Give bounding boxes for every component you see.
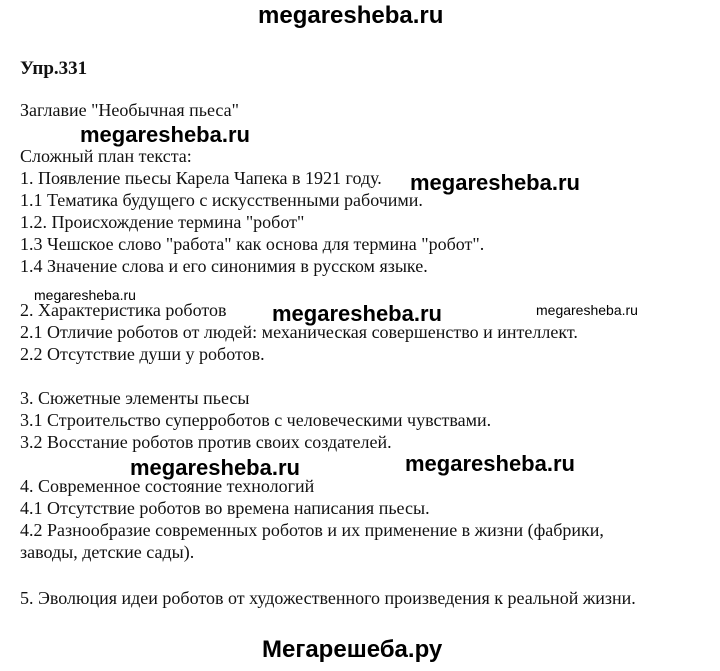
- watermark-5: megaresheba.ru: [536, 302, 638, 318]
- plan-line-4-2-cont: заводы, детские сады).: [20, 542, 195, 562]
- title-line: Заглавие "Необычная пьеса": [20, 100, 239, 120]
- plan-line-3: 3. Сюжетные элементы пьесы: [20, 388, 250, 408]
- plan-line-4-1: 4.1 Отсутствие роботов во времена написания пьесы.: [20, 498, 430, 518]
- plan-line-2-1: 2.1 Отличие роботов от людей: механическая совершенство и интеллект.: [20, 322, 578, 342]
- exercise-number: Упр.331: [20, 58, 88, 79]
- watermark-1: megaresheba.ru: [80, 122, 250, 147]
- plan-line-1-1: 1.1 Тематика будущего с искусственными рабочими.: [20, 190, 423, 210]
- plan-line-3-2: 3.2 Восстание роботов против своих создателей.: [20, 432, 392, 452]
- plan-line-5: 5. Эволюция идеи роботов от художественного произведения к реальной жизни.: [20, 588, 636, 608]
- watermark-7: megaresheba.ru: [405, 451, 575, 476]
- watermark-3: megaresheba.ru: [34, 287, 136, 303]
- plan-line-2-2: 2.2 Отсутствие души у роботов.: [20, 344, 265, 364]
- plan-line-4: 4. Современное состояние технологий: [20, 476, 315, 496]
- plan-line-1: 1. Появление пьесы Карела Чапека в 1921 году.: [20, 168, 382, 188]
- footer-watermark: Мегарешеба.ру: [262, 636, 443, 663]
- plan-line-1-4: 1.4 Значение слова и его синонимия в русском языке.: [20, 256, 428, 276]
- watermark-4: megaresheba.ru: [272, 301, 442, 326]
- watermark-2: megaresheba.ru: [410, 170, 580, 195]
- watermark-6: megaresheba.ru: [130, 455, 300, 480]
- plan-line-2: 2. Характеристика роботов: [20, 300, 227, 320]
- plan-line-4-2: 4.2 Разнообразие современных роботов и их применение в жизни (фабрики,: [20, 520, 604, 540]
- plan-line-3-1: 3.1 Строительство суперроботов с человеческими чувствами.: [20, 410, 492, 430]
- plan-line-1-3: 1.3 Чешское слово "работа" как основа для термина "робот".: [20, 234, 485, 254]
- header-watermark: megaresheba.ru: [258, 2, 444, 29]
- plan-heading: Сложный план текста:: [20, 146, 192, 166]
- plan-line-1-2: 1.2. Происхождение термина "робот": [20, 212, 305, 232]
